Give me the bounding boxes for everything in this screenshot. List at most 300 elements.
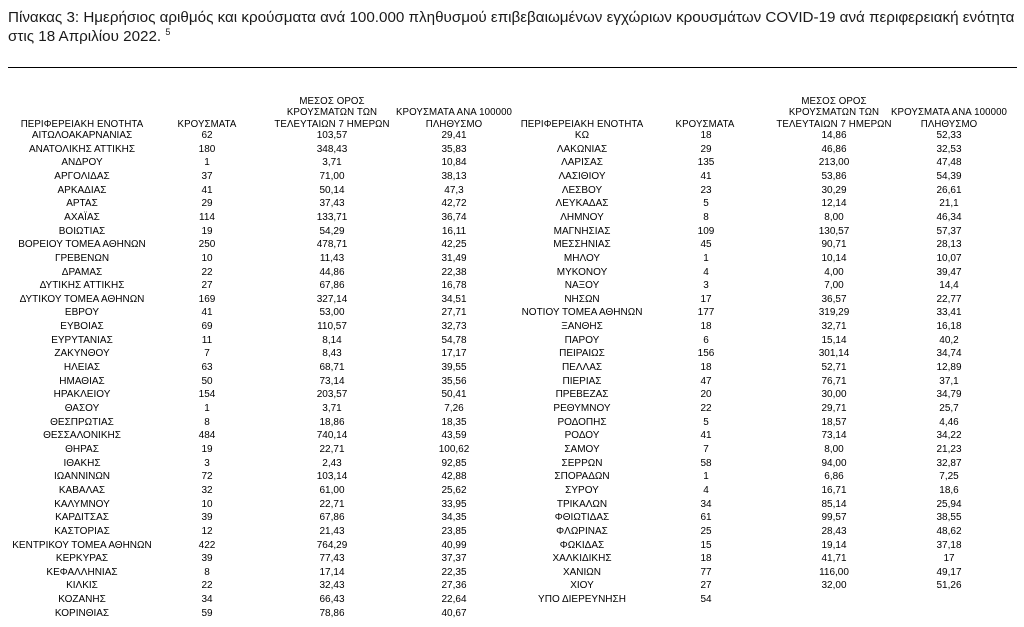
avg7-cell: 32,43 [319,580,345,592]
per100k-cell: 38,55 [936,512,962,524]
per100k-cell: 34,51 [441,293,467,305]
per100k-cell: 32,53 [936,143,962,155]
avg7-cell: 3,71 [322,157,342,169]
cases-cell: 10 [201,498,213,510]
avg7-cell: 67,86 [319,512,345,524]
avg7-cell: 22,71 [319,443,345,455]
cases-cell: 18 [700,130,712,141]
cases-cell: 7 [204,348,210,360]
cases-cell: 50 [201,375,213,387]
avg7-cell: 17,14 [319,566,345,578]
table-row [0,443,1024,457]
region-cell: ΕΒΡΟΥ [64,307,100,319]
per100k-cell: 52,33 [936,130,962,141]
region-cell: ΘΗΡΑΣ [65,443,99,455]
avg7-cell: 94,00 [821,457,847,469]
cases-cell: 19 [201,443,213,455]
avg7-cell: 8,43 [322,348,342,360]
per100k-cell: 43,59 [441,430,467,442]
avg7-cell: 133,71 [316,211,348,223]
cases-cell: 77 [700,566,712,578]
avg7-cell: 18,57 [821,416,847,428]
per100k-cell: 35,56 [441,375,467,387]
region-cell: ΔΥΤΙΚΗΣ ΑΤΤΙΚΗΣ [39,280,125,292]
cases-cell: 22 [700,403,712,414]
cases-cell: 1 [204,403,210,414]
per100k-cell: 57,37 [936,225,962,237]
per100k-cell: 7,26 [444,403,464,414]
per100k-cell: 10,84 [441,157,467,169]
cases-cell: 72 [201,471,213,483]
table-row [0,607,1024,621]
avg7-cell: 4,00 [824,266,844,278]
region-cell: ΜΥΚΟΝΟΥ [556,266,608,278]
region-cell: ΕΥΒΟΙΑΣ [60,321,104,333]
cases-cell: 4 [703,484,709,496]
region-cell: ΖΑΚΥΝΘΟΥ [54,348,110,360]
region-cell: ΧΑΛΚΙΔΙΚΗΣ [552,553,612,565]
cases-cell: 5 [703,416,709,428]
table-row [0,525,1024,539]
table-row [0,375,1024,389]
per100k-cell: 39,47 [936,266,962,278]
per100k-cell: 4,46 [939,416,959,428]
avg7-cell: 8,14 [322,334,342,346]
region-cell: ΙΘΑΚΗΣ [63,457,101,469]
region-cell: ΒΟΙΩΤΙΑΣ [58,225,106,237]
region-cell: ΛΗΜΝΟΥ [560,211,604,223]
per100k-cell: 48,62 [936,525,962,537]
region-cell: ΧΑΝΙΩΝ [562,566,602,578]
per100k-cell: 10,07 [936,252,962,264]
region-cell: ΚΕΡΚΥΡΑΣ [55,553,109,565]
avg7-cell: 10,14 [821,252,847,264]
cases-cell: 41 [201,184,213,196]
cases-cell: 47 [700,375,712,387]
avg7-cell: 99,57 [821,512,847,524]
region-cell: ΤΡΙΚΑΛΩΝ [556,498,608,510]
region-cell: ΠΕΛΛΑΣ [561,362,603,374]
header-region-left: ΠΕΡΙΦΕΡΕΙΑΚΗ ΕΝΟΤΗΤΑ [20,118,144,130]
per100k-cell: 40,99 [441,539,467,551]
cases-cell: 34 [700,498,712,510]
cases-cell: 156 [697,348,715,360]
region-cell: ΚΙΛΚΙΣ [66,580,98,592]
per100k-cell: 29,41 [441,130,467,141]
per100k-cell: 50,41 [441,389,467,401]
table-row [0,334,1024,348]
cases-cell: 10 [201,252,213,264]
cases-cell: 34 [201,594,213,606]
cases-cell: 8 [703,211,709,223]
per100k-cell: 40,67 [441,607,467,619]
per100k-cell: 33,95 [441,498,467,510]
per100k-cell: 25,62 [441,484,467,496]
region-cell: ΡΟΔΟΠΗΣ [557,416,607,428]
region-cell: ΣΠΟΡΑΔΩΝ [554,471,610,483]
avg7-cell: 8,00 [824,443,844,455]
avg7-cell: 61,00 [319,484,345,496]
cases-cell: 8 [204,416,210,428]
table-row [0,197,1024,211]
avg7-cell: 19,14 [821,539,847,551]
cases-cell: 250 [198,239,216,251]
region-cell: ΗΜΑΘΙΑΣ [59,375,105,387]
cases-cell: 27 [700,580,712,592]
avg7-cell: 68,71 [319,362,345,374]
avg7-cell: 29,71 [821,403,847,414]
avg7-cell: 478,71 [316,239,348,251]
table-row [0,266,1024,280]
region-cell: ΜΕΣΣΗΝΙΑΣ [553,239,611,251]
per100k-cell: 49,17 [936,566,962,578]
region-cell: ΘΕΣΣΑΛΟΝΙΚΗΣ [43,430,121,442]
cases-cell: 17 [700,293,712,305]
avg7-cell: 22,71 [319,498,345,510]
avg7-cell: 203,57 [316,389,348,401]
region-cell: ΚΕΦΑΛΛΗΝΙΑΣ [46,566,118,578]
per100k-cell: 34,35 [441,512,467,524]
avg7-cell: 90,71 [821,239,847,251]
per100k-cell: 37,18 [936,539,962,551]
per100k-cell: 23,85 [441,525,467,537]
cases-cell: 18 [700,362,712,374]
header-avg7-right: ΜΕΣΟΣ ΟΡΟΣ ΚΡΟΥΣΜΑΤΩΝ ΤΩΝ ΤΕΛΕΥΤΑΙΩΝ 7 ΗΜΕΡΩΝ [776,95,892,130]
per100k-cell: 34,22 [936,430,962,442]
cases-cell: 39 [201,553,213,565]
region-cell: ΕΥΡΥΤΑΝΙΑΣ [51,334,113,346]
avg7-cell: 50,14 [319,184,345,196]
per100k-cell: 12,89 [936,362,962,374]
region-cell: ΙΩΑΝΝΙΝΩΝ [53,471,111,483]
region-cell: ΜΗΛΟΥ [563,252,601,264]
region-cell: ΚΕΝΤΡΙΚΟΥ ΤΟΜΕΑ ΑΘΗΝΩΝ [12,539,152,551]
avg7-cell: 30,29 [821,184,847,196]
region-cell: ΝΟΤΙΟΥ ΤΟΜΕΑ ΑΘΗΝΩΝ [521,307,643,319]
table-row [0,593,1024,607]
region-cell: ΡΟΔΟΥ [564,430,600,442]
cases-cell: 39 [201,512,213,524]
table-row [0,170,1024,184]
per100k-cell: 16,18 [936,321,962,333]
table-row [0,484,1024,498]
caption-text: Πίνακας 3: Ημερήσιος αριθμός και κρούσματα ανά 100.000 πληθυσμού επιβεβαιωμένων εγχώριων κρουσμάτων COVID-19 ανά περιφερειακή ενότητα στις 18 Απριλίου 2022. [8,9,1015,45]
cases-cell: 37 [201,170,213,182]
region-cell: ΡΕΘΥΜΝΟΥ [553,403,611,414]
table-row [0,470,1024,484]
table-row [0,156,1024,170]
cases-cell: 180 [198,143,216,155]
avg7-cell: 130,57 [818,225,850,237]
per100k-cell: 34,74 [936,348,962,360]
per100k-cell: 42,72 [441,198,467,210]
per100k-cell: 37,1 [939,375,959,387]
per100k-cell: 27,71 [441,307,467,319]
avg7-cell: 110,57 [317,321,347,333]
per100k-cell: 26,61 [936,184,962,196]
cases-cell: 1 [204,157,210,169]
per100k-cell: 46,34 [936,211,962,223]
cases-cell: 15 [700,539,712,551]
avg7-cell: 78,86 [319,607,345,619]
region-cell: ΦΩΚΙΔΑΣ [559,539,605,551]
cases-cell: 4 [703,266,709,278]
header-region-right: ΠΕΡΙΦΕΡΕΙΑΚΗ ΕΝΟΤΗΤΑ [520,118,644,130]
per100k-cell: 92,85 [441,457,467,469]
per100k-cell: 21,1 [939,198,959,210]
cases-cell: 23 [700,184,712,196]
cases-cell: 135 [697,157,715,169]
header-cases-right: ΚΡΟΥΣΜΑΤΑ [675,118,735,130]
table-row [0,579,1024,593]
table-row [0,361,1024,375]
per100k-cell: 31,49 [441,252,467,264]
per100k-cell: 18,6 [939,484,959,496]
header-cases-left: ΚΡΟΥΣΜΑΤΑ [177,118,237,130]
per100k-cell: 54,39 [936,170,962,182]
cases-cell: 18 [700,321,712,333]
cases-cell: 54 [700,594,712,606]
avg7-cell: 30,00 [821,389,847,401]
table-row [0,552,1024,566]
per100k-cell: 17 [943,553,955,565]
cases-cell: 18 [700,553,712,565]
avg7-cell: 46,86 [821,143,847,155]
region-cell: ΣΑΜΟΥ [564,443,600,455]
avg7-cell: 77,43 [319,553,345,565]
per100k-cell: 18,35 [441,416,467,428]
avg7-cell: 36,57 [821,293,847,305]
per100k-cell: 54,78 [441,334,467,346]
cases-cell: 63 [201,362,213,374]
region-cell: ΚΩ [574,130,590,141]
table-row [0,498,1024,512]
avg7-cell: 28,43 [821,525,847,537]
avg7-cell: 6,86 [824,471,844,483]
cases-cell: 69 [201,321,213,333]
per100k-cell: 38,13 [441,170,467,182]
header-avg7-left: ΜΕΣΟΣ ΟΡΟΣ ΚΡΟΥΣΜΑΤΩΝ ΤΩΝ ΤΕΛΕΥΤΑΙΩΝ 7 ΗΜΕΡΩΝ [274,95,390,130]
region-cell: ΦΛΩΡΙΝΑΣ [556,525,608,537]
avg7-cell: 32,00 [821,580,847,592]
avg7-cell: 7,00 [824,280,844,292]
region-cell: ΚΑΒΑΛΑΣ [58,484,106,496]
region-cell: ΑΝΑΤΟΛΙΚΗΣ ΑΤΤΙΚΗΣ [28,143,136,155]
region-cell: ΣΥΡΟΥ [565,484,599,496]
cases-cell: 41 [700,430,712,442]
per100k-cell: 40,2 [939,334,959,346]
cases-cell: 62 [201,130,213,141]
avg7-cell: 41,71 [821,553,847,565]
per100k-cell: 25,7 [939,403,959,414]
region-cell: ΑΡΚΑΔΙΑΣ [57,184,107,196]
per100k-cell: 100,62 [438,443,470,455]
region-cell: ΗΡΑΚΛΕΙΟΥ [53,389,111,401]
cases-cell: 109 [697,225,715,237]
table-row [0,211,1024,225]
cases-cell: 12 [201,525,213,537]
region-cell: ΝΗΣΩΝ [564,293,600,305]
per100k-cell: 42,88 [441,471,467,483]
region-cell: ΑΙΤΩΛΟΑΚΑΡΝΑΝΙΑΣ [31,130,133,141]
per100k-cell: 33,41 [936,307,962,319]
avg7-cell: 37,43 [319,198,345,210]
region-cell: ΚΟΡΙΝΘΙΑΣ [54,607,110,619]
region-cell: ΣΕΡΡΩΝ [561,457,603,469]
cases-cell: 41 [700,170,712,182]
cases-cell: 422 [198,539,216,551]
per100k-cell: 22,35 [441,566,467,578]
cases-cell: 6 [703,334,709,346]
cases-cell: 8 [204,566,210,578]
table-row [0,388,1024,402]
avg7-cell: 67,86 [319,280,345,292]
cases-cell: 32 [201,484,213,496]
per100k-cell: 37,37 [441,553,467,565]
avg7-cell: 66,43 [319,594,345,606]
table-row [0,566,1024,580]
table-row [0,429,1024,443]
cases-cell: 3 [204,457,210,469]
avg7-cell: 2,43 [322,457,342,469]
region-cell: ΒΟΡΕΙΟΥ ΤΟΜΕΑ ΑΘΗΝΩΝ [18,239,146,251]
per100k-cell: 47,48 [936,157,962,169]
avg7-cell: 73,14 [821,430,847,442]
region-cell: ΠΡΕΒΕΖΑΣ [555,389,609,401]
cases-cell: 25 [700,525,712,537]
region-cell: ΘΑΣΟΥ [64,403,100,414]
cases-cell: 7 [703,443,709,455]
region-cell: ΠΑΡΟΥ [564,334,600,346]
avg7-cell: 18,86 [319,416,345,428]
region-cell: ΚΑΛΥΜΝΟΥ [54,498,110,510]
avg7-cell: 14,86 [821,130,847,141]
avg7-cell: 764,29 [316,539,348,551]
avg7-cell: 301,14 [818,348,850,360]
per100k-cell: 22,77 [936,293,962,305]
avg7-cell: 116,00 [819,566,849,578]
region-cell: ΛΑΡΙΣΑΣ [561,157,603,169]
per100k-cell: 32,87 [936,457,962,469]
table-row [0,511,1024,525]
region-cell: ΥΠΟ ΔΙΕΡΕΥΝΗΣΗ [538,594,626,606]
table-row [0,416,1024,430]
region-cell: ΠΕΙΡΑΙΩΣ [559,348,605,360]
avg7-cell: 213,00 [818,157,850,169]
cases-cell: 58 [700,457,712,469]
table-row [0,293,1024,307]
per100k-cell: 7,25 [939,471,959,483]
per100k-cell: 36,74 [441,211,467,223]
region-cell: ΝΑΞΟΥ [564,280,600,292]
cases-cell: 5 [703,198,709,210]
cases-cell: 154 [198,389,216,401]
region-cell: ΛΑΚΩΝΙΑΣ [556,143,608,155]
table-row [0,225,1024,239]
table-row [0,306,1024,320]
region-cell: ΚΑΣΤΟΡΙΑΣ [54,525,110,537]
avg7-cell: 44,86 [319,266,345,278]
per100k-cell: 34,79 [936,389,962,401]
region-cell: ΧΙΟΥ [570,580,594,592]
avg7-cell: 11,43 [319,252,345,264]
region-cell: ΑΧΑΪΑΣ [64,211,100,223]
cases-cell: 1 [703,471,709,483]
cases-cell: 22 [201,580,213,592]
avg7-cell: 73,14 [319,375,345,387]
table-row [0,402,1024,416]
avg7-cell: 327,14 [316,293,348,305]
cases-cell: 1 [703,252,709,264]
region-cell: ΘΕΣΠΡΩΤΙΑΣ [50,416,114,428]
table-row [0,539,1024,553]
avg7-cell: 12,14 [821,198,847,210]
avg7-cell: 76,71 [821,375,847,387]
avg7-cell: 15,14 [821,334,847,346]
per100k-cell: 14,4 [939,280,959,292]
cases-cell: 59 [201,607,213,619]
avg7-cell: 348,43 [316,143,348,155]
per100k-cell: 32,73 [441,321,467,333]
per100k-cell: 28,13 [936,239,962,251]
region-cell: ΔΡΑΜΑΣ [61,266,103,278]
region-cell: ΚΑΡΔΙΤΣΑΣ [55,512,109,524]
region-cell: ΛΑΣΙΘΙΟΥ [558,170,606,182]
table-row [0,143,1024,157]
per100k-cell: 42,25 [441,239,467,251]
region-cell: ΛΕΣΒΟΥ [561,184,603,196]
region-cell: ΗΛΕΙΑΣ [63,362,101,374]
table-row [0,320,1024,334]
region-cell: ΛΕΥΚΑΔΑΣ [555,198,609,210]
avg7-cell: 319,29 [818,307,850,319]
cases-cell: 45 [700,239,712,251]
cases-cell: 27 [201,280,213,292]
region-cell: ΑΝΔΡΟΥ [61,157,103,169]
avg7-cell: 3,71 [322,403,342,414]
table-row [0,252,1024,266]
table-row [0,457,1024,471]
cases-cell: 61 [700,512,712,524]
avg7-cell: 71,00 [319,170,345,182]
cases-cell: 29 [700,143,712,155]
avg7-cell: 16,71 [821,484,847,496]
per100k-cell: 27,36 [441,580,467,592]
table-row [0,238,1024,252]
cases-cell: 29 [201,198,213,210]
table-row [0,184,1024,198]
per100k-cell: 35,83 [441,143,467,155]
per100k-cell: 16,11 [441,225,467,237]
avg7-cell: 53,86 [821,170,847,182]
cases-cell: 20 [700,389,712,401]
table-row [0,129,1024,143]
region-cell: ΔΥΤΙΚΟΥ ΤΟΜΕΑ ΑΘΗΝΩΝ [19,293,145,305]
per100k-cell: 22,64 [441,594,467,606]
cases-cell: 19 [201,225,213,237]
per100k-cell: 21,23 [936,443,962,455]
per100k-cell: 51,26 [936,580,962,592]
avg7-cell: 21,43 [319,525,345,537]
cases-cell: 177 [697,307,715,319]
avg7-cell: 54,29 [319,225,345,237]
avg7-cell: 103,57 [316,130,348,141]
per100k-cell: 25,94 [936,498,962,510]
cases-cell: 22 [201,266,213,278]
cases-cell: 484 [198,430,216,442]
region-cell: ΜΑΓΝΗΣΙΑΣ [553,225,611,237]
cases-cell: 41 [201,307,213,319]
